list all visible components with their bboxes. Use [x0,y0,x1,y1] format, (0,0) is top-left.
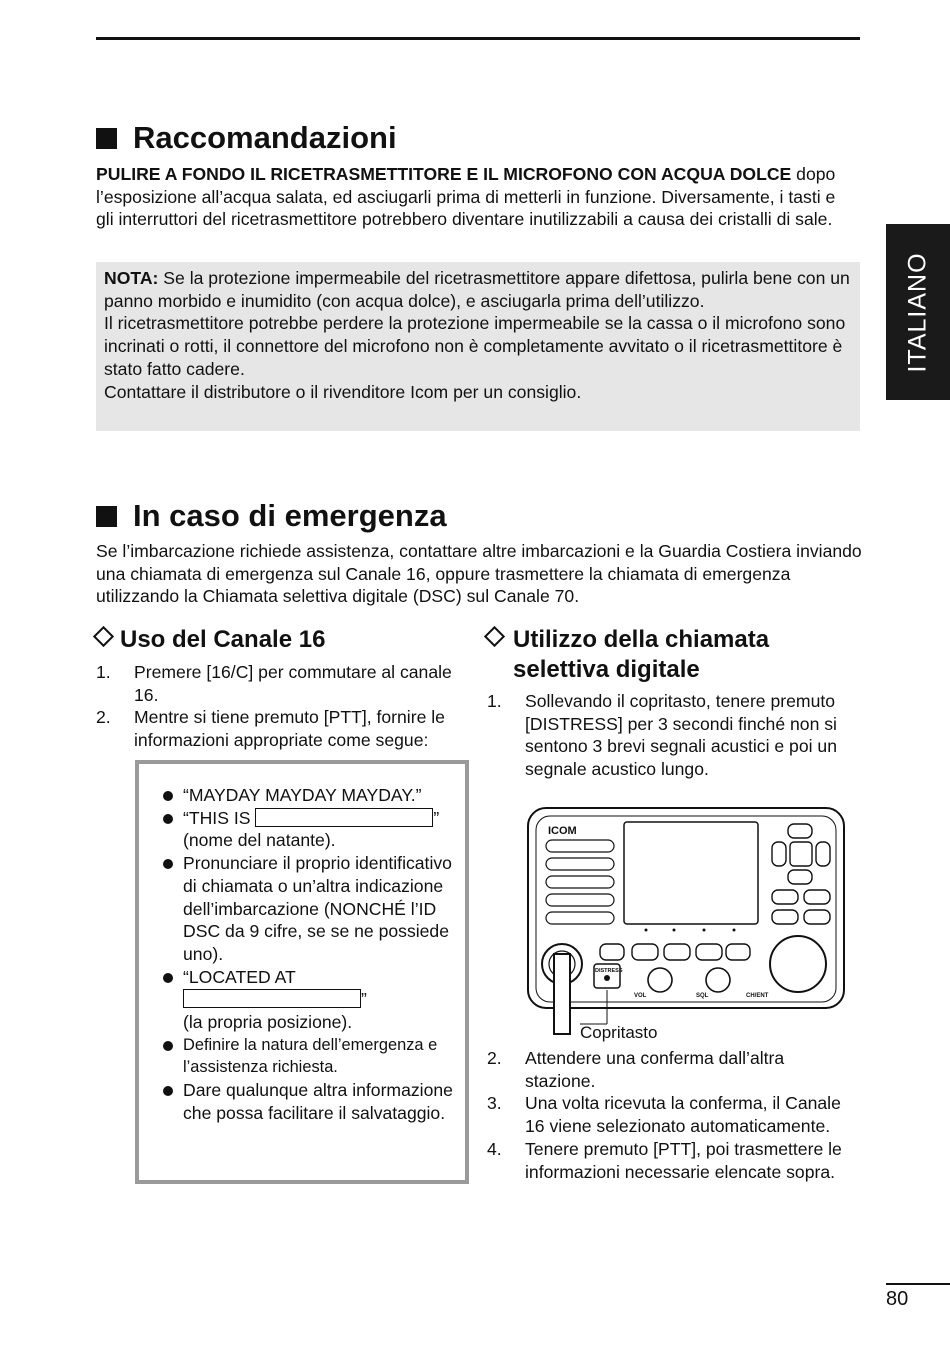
blank-field [255,808,433,827]
step-number: 3. [487,1093,502,1114]
knob-label-vol: VOL [634,993,647,999]
section-title-raccomandazioni [96,120,397,156]
lead-paragraph [96,163,856,231]
bullet-text: (nome del natante). [183,830,336,851]
bullet-text: “MAYDAY MAYDAY MAYDAY.” [183,785,422,805]
knob-label-sql: SQL [696,993,709,999]
step-number: 2. [487,1048,502,1068]
diamond-icon [93,626,114,647]
list-item [487,1138,857,1183]
lcd-display [624,822,758,924]
lead-bold: PULIRE A FONDO IL RICETRASMETTITORE E IL MICROFONO CON ACQUA DOLCE [96,164,792,184]
note-paragraph-2: Il ricetrasmettitore potrebbe perdere la protezione impermeabile se la cassa o il microfono sono incrinati o rotti, il connettore del microfono non è completamente avvitato o il ricetrasmettitore è stato fatto cadere. [104,313,846,379]
icon-brand-logo: ICOM [548,825,577,837]
section-title-emergenza [96,498,447,534]
right-steps [487,1047,857,1183]
subheading-dsc [487,625,817,685]
left-steps [96,661,474,752]
distress-label: DISTRESS [595,968,623,974]
list-item [159,784,459,807]
mayday-bullets [159,784,459,1125]
list-item [96,661,474,706]
bullet-text: (la propria posizione). [183,1012,353,1033]
lead-rest: dopo l’esposizione all’acqua salata, ed asciugarli prima di metterli in funzione. Diversamente, i tasti e gli interruttori del ricetrasmettitore potrebbero diventare inutilizzabili a causa dei cristalli di sale. [96,164,836,230]
list-item [159,966,459,1034]
mayday-script-box [135,760,469,1184]
bullet-dot-icon [163,791,173,801]
section-title-text: In caso di emergenza [133,498,447,533]
list-item [96,706,474,751]
knob-label-ch-ent: CH/ENT [746,993,769,999]
step-text: Premere [16/C] per commutare al canale 16. [134,662,452,705]
bullet-dot-icon [163,1041,173,1051]
list-item [159,1079,459,1124]
bullet-text: Pronunciare il proprio identificativo di chiamata o un’altra indicazione dell’imbarcazione (NONCHÉ l’ID DSC da 9 cifre, se se ne possiede uno). [183,853,452,964]
bullet-dot-icon [163,859,173,869]
subheading-text: Uso del Canale 16 [120,626,326,653]
list-item [159,807,459,852]
note-paragraph-3: Contattare il distributore o il rivenditore Icom per un consiglio. [104,381,582,402]
language-tab [886,224,950,400]
square-bullet-icon [96,128,117,149]
distress-button-cover [594,964,623,988]
bullet-dot-icon [163,973,173,983]
top-rule [96,37,860,40]
step-number: 1. [487,691,502,711]
step-number: 2. [96,707,111,728]
step-text: Una volta ricevuta la conferma, il Canale 16 viene selezionato automaticamente. [525,1093,841,1137]
step-number: 1. [96,662,111,682]
note-box [96,262,860,431]
right-step-1 [487,690,847,781]
note-paragraph [104,267,852,312]
square-bullet-icon [96,506,117,527]
subheading-canale-16 [96,625,466,655]
step-text: Sollevando il copritasto, tenere premuto [DISTRESS] per 3 secondi finché non si sentono 3 brevi segnali acustici e poi un segnale acustico lungo. [525,691,837,780]
list-item [487,1047,857,1092]
step-text: Attendere una conferma dall’altra stazione. [525,1048,785,1091]
bullet-dot-icon [163,1086,173,1096]
list-item [159,1034,459,1079]
section-title-text: Raccomandazioni [133,120,397,155]
step-text: Mentre si tiene premuto [PTT], fornire le informazioni appropriate come segue: [134,707,445,751]
subheading-text: Utilizzo della chiamata selettiva digitale [513,626,770,683]
bullet-text: Dare qualunque altra informazione che possa facilitare il salvataggio. [183,1080,453,1123]
bullet-text: “LOCATED AT [183,966,296,987]
bullet-text: ” [433,807,440,828]
note-text: Se la protezione impermeabile del ricetrasmettitore appare difettosa, pulirla bene con un panno morbido e inumidito (con acqua dolce), e asciugarla prima dell’utilizzo. [104,268,850,311]
list-item [487,1092,857,1137]
step-text: Tenere premuto [PTT], poi trasmettere le informazioni necessarie elencate sopra. [525,1138,842,1182]
diamond-icon [484,626,505,647]
radio-figure [524,804,854,1044]
page-number-rule [886,1283,950,1285]
bullet-text: ” [361,989,367,1010]
note-label: NOTA: [104,268,159,288]
language-tab-label: ITALIANO [903,251,932,373]
list-item [159,852,459,966]
list-item [487,690,847,781]
blank-field [183,989,361,1008]
speaker-grille [546,840,614,924]
bullet-text: “THIS IS [183,807,256,828]
step-number: 4. [487,1138,502,1159]
page-number: 80 [886,1288,909,1310]
bullet-text: Definire la natura dell’emergenza e l’assistenza richiesta. [183,1035,438,1077]
callout-copritasto: Copritasto [580,1023,658,1042]
function-buttons [600,944,750,960]
bullet-dot-icon [163,814,173,824]
emergency-intro: Se l’imbarcazione richiede assistenza, contattare altre imbarcazioni e la Guardia Costiera inviando una chiamata di emergenza sul Canale 16, oppure trasmettere la chiamata di emergenza utilizzando la Chiamata selettiva digitale (DSC) sul Canale 70. [96,541,862,607]
